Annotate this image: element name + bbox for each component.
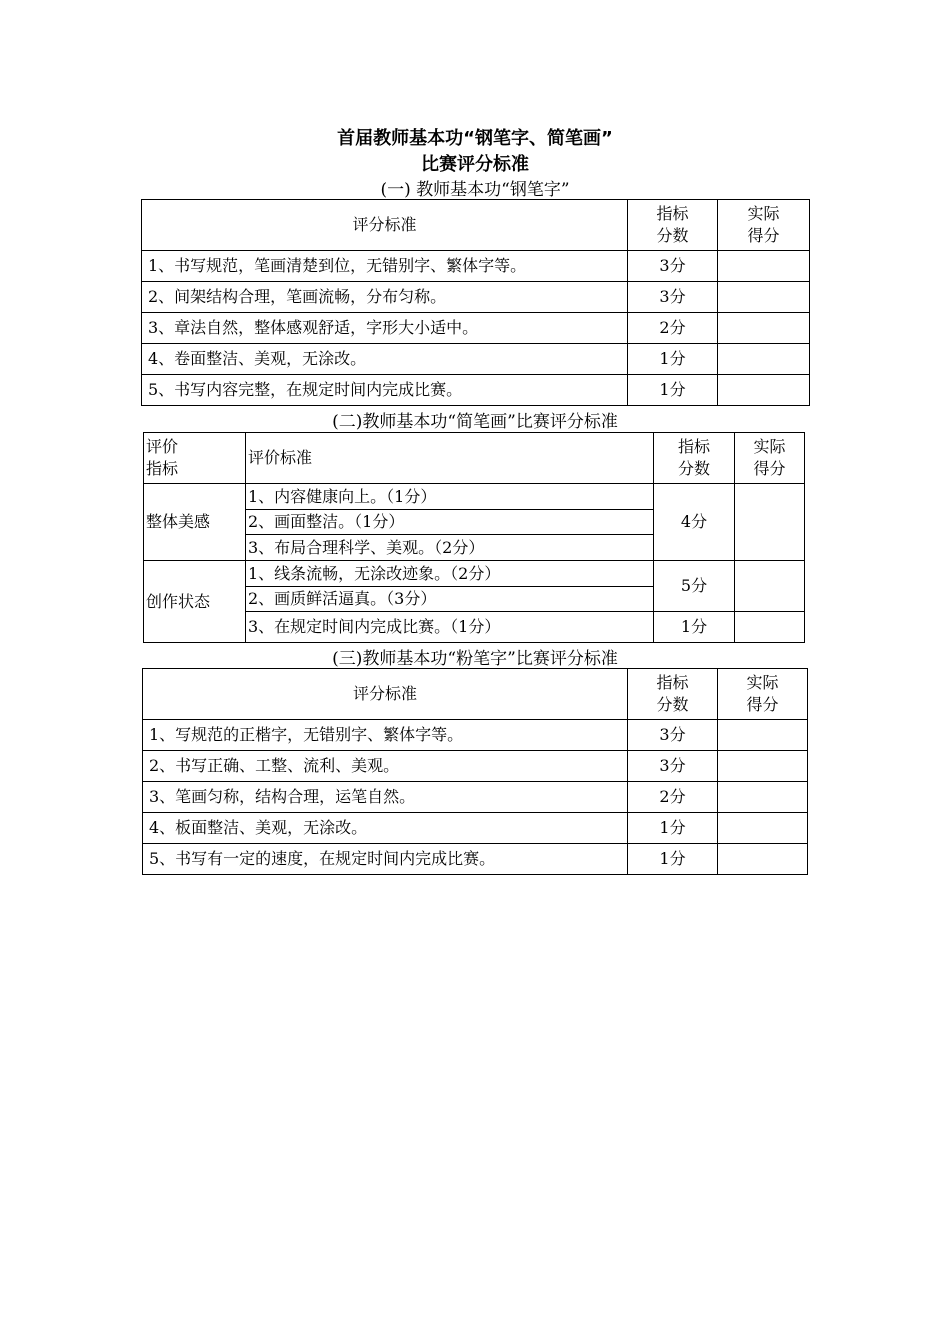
criteria-cell: 4、卷面整洁、美观，无涂改。 xyxy=(142,344,628,375)
actual-score-cell xyxy=(718,251,810,282)
actual-score-cell xyxy=(718,751,808,782)
table-row xyxy=(144,561,805,587)
criteria-cell: 5、书写有一定的速度，在规定时间内完成比赛。 xyxy=(143,844,628,875)
actual-score-cell xyxy=(735,484,805,561)
criteria-cell: 2、间架结构合理，笔画流畅，分布匀称。 xyxy=(142,282,628,313)
table-row xyxy=(142,313,810,344)
indicator-cell: 创作状态 xyxy=(144,561,246,643)
doc-title-line1: 首届教师基本功“钢笔字、简笔画” xyxy=(337,128,613,149)
section3-heading: (三)教师基本功“粉笔字”比赛评分标准 xyxy=(332,649,618,669)
actual-score-cell xyxy=(718,782,808,813)
actual-score-cell xyxy=(718,813,808,844)
criteria-cell: 1、书写规范，笔画清楚到位，无错别字、繁体字等。 xyxy=(142,251,628,282)
criteria-cell: 2、画面整洁。（1分） xyxy=(246,510,654,535)
table-header-row xyxy=(143,669,808,720)
points-cell: 3分 xyxy=(628,751,718,782)
header-points: 指标 分数 xyxy=(628,200,718,251)
criteria-cell: 1、内容健康向上。（1分） xyxy=(246,484,654,510)
criteria-cell: 1、写规范的正楷字，无错别字、繁体字等。 xyxy=(143,720,628,751)
table-row xyxy=(143,720,808,751)
table-pen-calligraphy xyxy=(141,199,810,406)
criteria-cell: 5、书写内容完整，在规定时间内完成比赛。 xyxy=(142,375,628,406)
table-row xyxy=(142,282,810,313)
actual-score-cell xyxy=(735,561,805,612)
table-simple-drawing xyxy=(143,432,805,643)
table-row xyxy=(143,844,808,875)
section1-heading: (一) 教师基本功“钢笔字” xyxy=(380,180,570,200)
points-cell: 4分 xyxy=(654,484,735,561)
table-row xyxy=(144,484,805,510)
points-cell: 1分 xyxy=(654,612,735,643)
header-actual: 实际 得分 xyxy=(735,433,805,484)
points-cell: 1分 xyxy=(628,375,718,406)
criteria-cell: 4、板面整洁、美观，无涂改。 xyxy=(143,813,628,844)
header-criteria: 评分标准 xyxy=(143,669,628,720)
table-chalk-calligraphy xyxy=(142,668,808,875)
points-cell: 3分 xyxy=(628,251,718,282)
actual-score-cell xyxy=(718,344,810,375)
points-cell: 2分 xyxy=(628,313,718,344)
points-cell: 2分 xyxy=(628,782,718,813)
criteria-cell: 2、画质鲜活逼真。（3分） xyxy=(246,587,654,612)
points-cell: 3分 xyxy=(628,282,718,313)
points-cell: 1分 xyxy=(628,344,718,375)
section2-heading: (二)教师基本功“简笔画”比赛评分标准 xyxy=(332,412,618,432)
criteria-cell: 1、线条流畅，无涂改迹象。（2分） xyxy=(246,561,654,587)
actual-score-cell xyxy=(718,282,810,313)
table-row xyxy=(143,813,808,844)
doc-title-line2: 比赛评分标准 xyxy=(421,154,529,175)
actual-score-cell xyxy=(735,612,805,643)
table-row xyxy=(142,344,810,375)
table-row xyxy=(143,751,808,782)
actual-score-cell xyxy=(718,375,810,406)
header-points: 指标 分数 xyxy=(628,669,718,720)
criteria-cell: 3、笔画匀称，结构合理，运笔自然。 xyxy=(143,782,628,813)
table-row xyxy=(142,251,810,282)
points-cell: 1分 xyxy=(628,844,718,875)
points-cell: 1分 xyxy=(628,813,718,844)
criteria-cell: 3、章法自然，整体感观舒适，字形大小适中。 xyxy=(142,313,628,344)
actual-score-cell xyxy=(718,720,808,751)
header-points: 指标 分数 xyxy=(654,433,735,484)
points-cell: 3分 xyxy=(628,720,718,751)
table-row xyxy=(142,375,810,406)
indicator-cell: 整体美感 xyxy=(144,484,246,561)
header-actual: 实际 得分 xyxy=(718,200,810,251)
table-header-row xyxy=(142,200,810,251)
actual-score-cell xyxy=(718,313,810,344)
header-indicator: 评价 指标 xyxy=(144,433,246,484)
table-row xyxy=(143,782,808,813)
table-header-row xyxy=(144,433,805,484)
actual-score-cell xyxy=(718,844,808,875)
points-cell: 5分 xyxy=(654,561,735,612)
header-actual: 实际 得分 xyxy=(718,669,808,720)
criteria-cell: 3、在规定时间内完成比赛。（1分） xyxy=(246,612,654,643)
header-criteria: 评分标准 xyxy=(142,200,628,251)
criteria-cell: 3、布局合理科学、美观。（2分） xyxy=(246,535,654,561)
criteria-cell: 2、书写正确、工整、流利、美观。 xyxy=(143,751,628,782)
header-criteria: 评价标准 xyxy=(246,433,654,484)
